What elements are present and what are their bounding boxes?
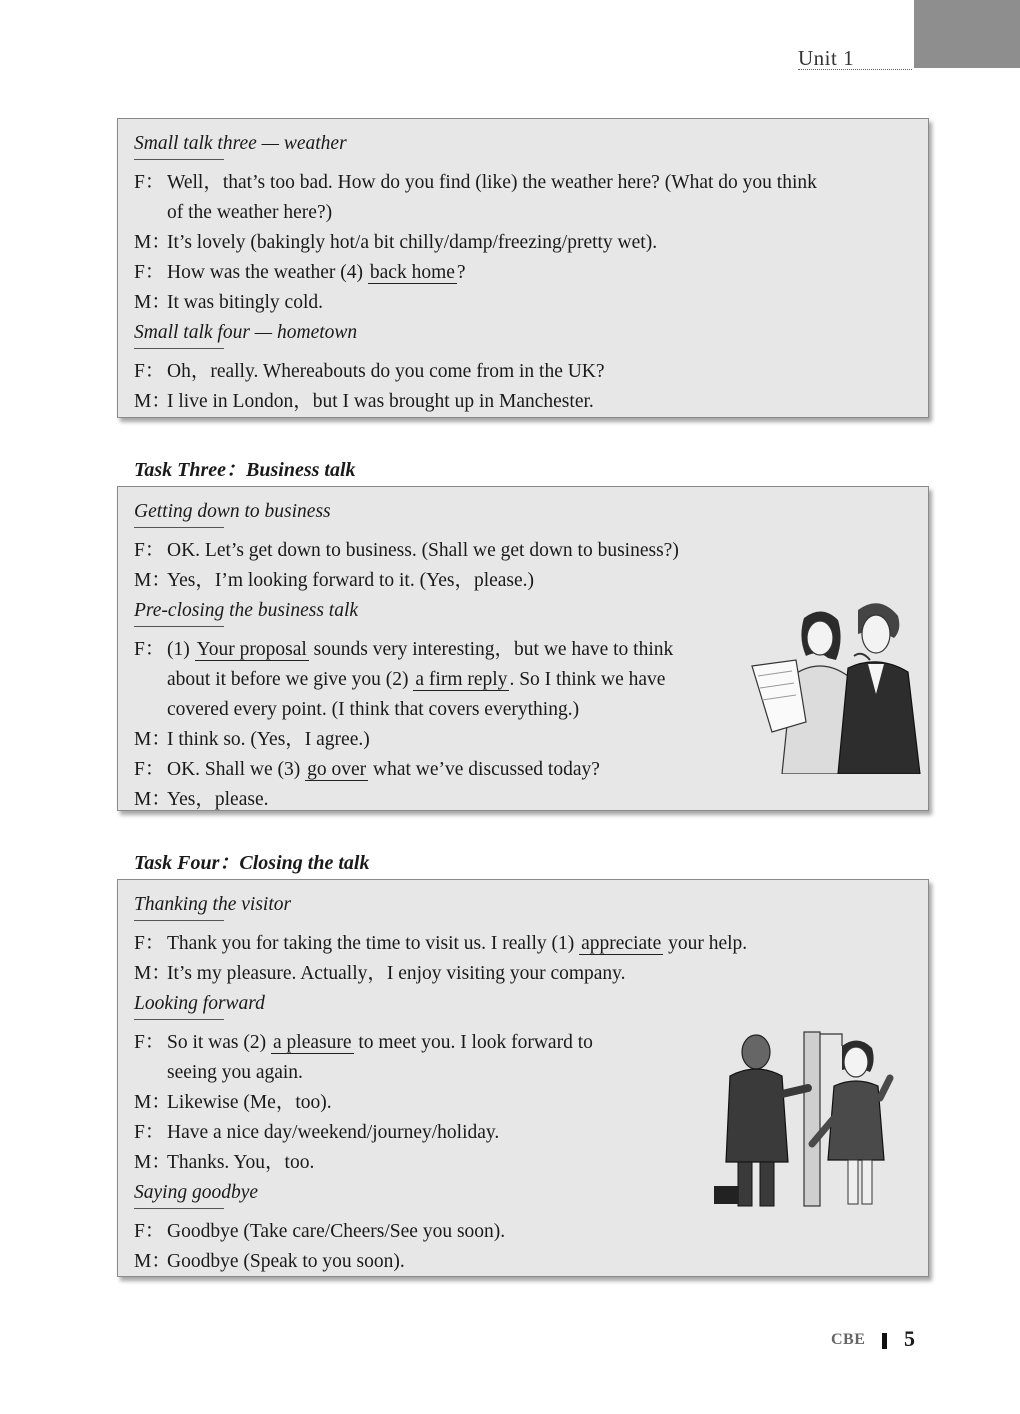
footer-separator [882,1333,887,1349]
subsection-rule [134,626,224,627]
dialogue-line: M：I live in London，but I was brought up in Manchester. [134,391,594,412]
answer-blank: a firm reply [415,669,508,690]
dialogue-line: M：Goodbye (Speak to you soon). [134,1251,405,1272]
dialogue-line: F： Well，that’s too bad. How do you find (like) the weather here? (What do you think [134,172,817,193]
dialogue-line: M：Likewise (Me，too). [134,1092,332,1113]
task-four-title: Task Four：Closing the talk [134,852,370,874]
dialogue-line: M：Yes，I’m looking forward to it. (Yes，please.) [134,570,535,591]
dialogue-line: M：It’s lovely (bakingly hot/a bit chilly/damp/freezing/pretty wet). [134,232,658,253]
dialogue-line: F： So it was (2) a pleasure to meet you. I look forward to [134,1032,593,1053]
unit-label: Unit 1 [798,46,855,70]
dialogue-line: F： Thank you for taking the time to visit us. I really (1) appreciate your help. [134,933,748,954]
subsection-rule [134,527,224,528]
answer-blank: go over [307,759,367,780]
subsection-title: Getting down to business [134,501,331,522]
subsection-rule [134,159,224,160]
header-gray-block [914,0,1020,68]
subsection-rule [134,348,224,349]
subsection-title: Looking forward [134,993,265,1014]
dialogue-line: seeing you again. [167,1062,303,1083]
answer-blank: back home [369,262,455,283]
dialogue-line: F： Have a nice day/weekend/journey/holiday. [134,1122,500,1143]
subsection-title: Saying goodbye [134,1182,259,1203]
dialogue-box-small-talk [117,118,929,418]
header-dotted-rule [798,69,912,70]
dialogue-line: F： (1) Your proposal sounds very interesting，but we have to think [134,639,674,660]
farewell-illustration [708,1028,902,1210]
dialogue-line: of the weather here?) [167,202,333,223]
subsection-title: Small talk three — weather [134,133,347,154]
subsection-title: Pre-closing the business talk [134,600,359,621]
dialogue-line: M：I think so. (Yes，I agree.) [134,729,370,750]
answer-blank: a pleasure [273,1032,352,1053]
answer-blank: appreciate [581,933,662,954]
dialogue-line: M：Yes，please. [134,789,269,810]
dialogue-line: F： OK. Let’s get down to business. (Shall we get down to business?) [134,540,679,561]
dialogue-line: F： Goodbye (Take care/Cheers/See you soon). [134,1221,506,1242]
subsection-rule [134,1019,224,1020]
dialogue-line: M：It was bitingly cold. [134,292,323,313]
subsection-title: Thanking the visitor [134,894,292,915]
footer-brand: CBE [831,1331,866,1348]
page-number: 5 [904,1326,915,1351]
answer-blank: Your proposal [196,639,307,660]
subsection-title: Small talk four — hometown [134,322,358,343]
subsection-rule [134,1208,224,1209]
dialogue-line: about it before we give you (2) a firm reply . So I think we have [167,669,666,690]
subsection-rule [134,920,224,921]
task-three-title: Task Three：Business talk [134,459,356,481]
dialogue-line: covered every point. (I think that covers everything.) [167,699,580,720]
dialogue-line: F： Oh，really. Whereabouts do you come from in the UK? [134,361,605,382]
dialogue-line: F： How was the weather (4) back home ? [134,262,466,283]
dialogue-line: F： OK. Shall we (3) go over what we’ve discussed today? [134,759,600,780]
dialogue-line: M：It’s my pleasure. Actually，I enjoy visiting your company. [134,963,626,984]
business-people-illustration [748,596,924,774]
dialogue-line: M：Thanks. You，too. [134,1152,315,1173]
